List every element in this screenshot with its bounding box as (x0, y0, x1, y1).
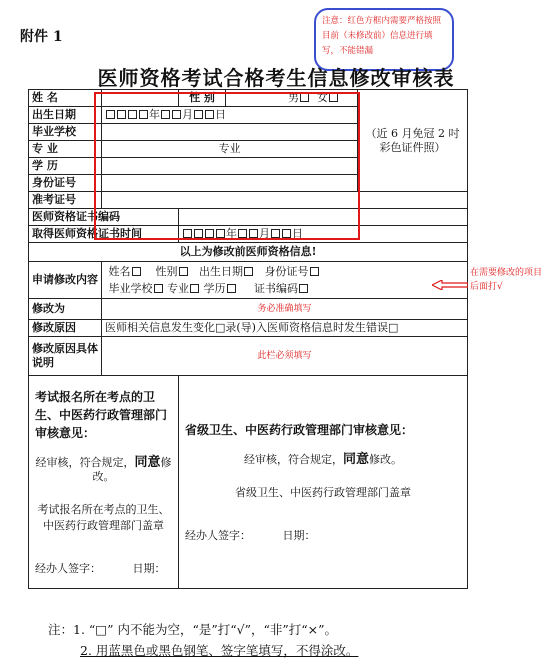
label-ticket: 准考证号 (29, 192, 102, 209)
female-checkbox[interactable] (329, 93, 338, 102)
form-title: 医师资格考试合格考生信息修改审核表 (97, 66, 455, 90)
apply-options-cell[interactable] (102, 262, 468, 299)
label-education: 学 历 (29, 158, 102, 175)
gender-cell[interactable] (226, 90, 358, 107)
label-change-to: 修改为 (29, 299, 102, 320)
birth-day-unit: 日 (215, 108, 226, 121)
cert-day-unit: 日 (292, 227, 303, 240)
reason-detail-hint: 此栏必须填写 (257, 351, 312, 361)
photo-caption: （近 6 月免冠 2 吋彩色证件照） (365, 126, 460, 154)
label-major: 专 业 (29, 141, 102, 158)
photo-box (358, 90, 468, 192)
footnote-2: 2. 用蓝黑色或黑色钢笔、签字笔填写，不得涂改。 (80, 643, 359, 658)
opt-major-checkbox[interactable] (190, 284, 199, 293)
right-opinion-cell (179, 376, 468, 589)
footnote-1: 注：1. “□” 内不能为空，“是”打“√”，“非”打“×”。 (48, 622, 338, 637)
cert-month-unit: 月 (259, 227, 270, 240)
cert-number-cell[interactable] (179, 209, 468, 226)
opt-id: 身份证号 (264, 265, 309, 278)
major-inner-label: 专业 (218, 142, 241, 155)
label-birth: 出生日期 (29, 107, 102, 124)
annotation-bubble: 注意：红色方框内需要严格按照目前（未修改前）信息进行填写，不能错漏 (314, 8, 454, 71)
school-cell[interactable] (102, 124, 358, 141)
opt-name: 姓名 (108, 265, 131, 278)
left-sign-row (35, 562, 172, 576)
apply-row-2 (105, 280, 464, 297)
attachment-label: 附件 1 (20, 29, 63, 45)
ticket-cell[interactable] (102, 192, 468, 209)
review-form-table (28, 89, 468, 589)
label-id: 身份证号 (29, 175, 102, 192)
label-name: 姓 名 (29, 90, 102, 107)
reason-cell[interactable] (102, 320, 468, 337)
change-to-cell[interactable] (102, 299, 468, 320)
opt-gender-checkbox[interactable] (179, 267, 188, 276)
left-opinion-text: 经审核，符合规定，同意修改。 (35, 455, 172, 483)
label-reason: 修改原因 (29, 320, 102, 337)
cert-time-cell[interactable] (179, 226, 468, 243)
label-school: 毕业学校 (29, 124, 102, 141)
birth-month-unit: 月 (182, 108, 193, 121)
right-opinion-text: 经审核，符合规定，同意修改。 (243, 452, 402, 467)
left-opinion-title: 考试报名所在考点的卫生、中医药行政管理部门审核意见： (35, 390, 168, 440)
opt-school-checkbox[interactable] (154, 284, 163, 293)
female-label: 女 (317, 91, 328, 104)
left-opinion-cell (29, 376, 179, 589)
male-checkbox[interactable] (300, 93, 309, 102)
opt-major: 专业 (167, 282, 189, 295)
opt-id-checkbox[interactable] (310, 267, 319, 276)
education-cell[interactable] (102, 158, 358, 175)
reason-detail-cell[interactable] (102, 337, 468, 376)
opt-cert-checkbox[interactable] (299, 284, 308, 293)
opt-school: 毕业学校 (108, 282, 153, 295)
before-info-note: 以上为修改前医师资格信息! (29, 243, 468, 262)
birth-cell[interactable] (102, 107, 358, 124)
right-sign-row (185, 529, 461, 543)
major-cell[interactable] (102, 141, 358, 158)
birth-year-unit: 年 (149, 108, 160, 121)
right-seal: 省级卫生、中医药行政管理部门盖章 (235, 486, 411, 499)
label-reason-detail: 修改原因具体说明 (29, 337, 102, 376)
cert-year-unit: 年 (226, 227, 237, 240)
arrow-left-icon (432, 280, 468, 290)
opt-name-checkbox[interactable] (132, 267, 141, 276)
opt-education: 学历 (203, 282, 226, 295)
opt-education-checkbox[interactable] (227, 284, 236, 293)
opt-birth: 出生日期 (199, 265, 243, 278)
label-cert-time: 取得医师资格证书时间 (29, 226, 179, 243)
label-apply: 申请修改内容 (29, 262, 102, 299)
right-sign-label: 经办人签字： (185, 529, 251, 542)
apply-row-1 (105, 263, 464, 280)
opt-gender: 性别 (155, 265, 178, 278)
label-cert-number: 医师资格证书编码 (29, 209, 179, 226)
name-cell[interactable] (102, 90, 179, 107)
left-date-label: 日期： (132, 562, 166, 575)
right-date-label: 日期： (282, 529, 316, 542)
male-label: 男 (288, 91, 299, 104)
left-seal: 考试报名所在考点的卫生、中医药行政管理部门盖章 (37, 503, 170, 532)
right-opinion-title: 省级卫生、中医药行政管理部门审核意见： (185, 423, 414, 437)
left-sign-label: 经办人签字： (35, 562, 101, 575)
opt-birth-checkbox[interactable] (244, 267, 253, 276)
side-annotation: 在需要修改的项目后面打√ (470, 268, 543, 292)
opt-cert: 证书编码 (253, 282, 298, 295)
reason-text: 医师相关信息发生变化□录(导)入医师资格信息时发生错误□ (105, 321, 399, 334)
id-cell[interactable] (102, 175, 358, 192)
change-to-hint: 务必准确填写 (257, 304, 312, 314)
label-gender: 性 别 (179, 90, 226, 107)
